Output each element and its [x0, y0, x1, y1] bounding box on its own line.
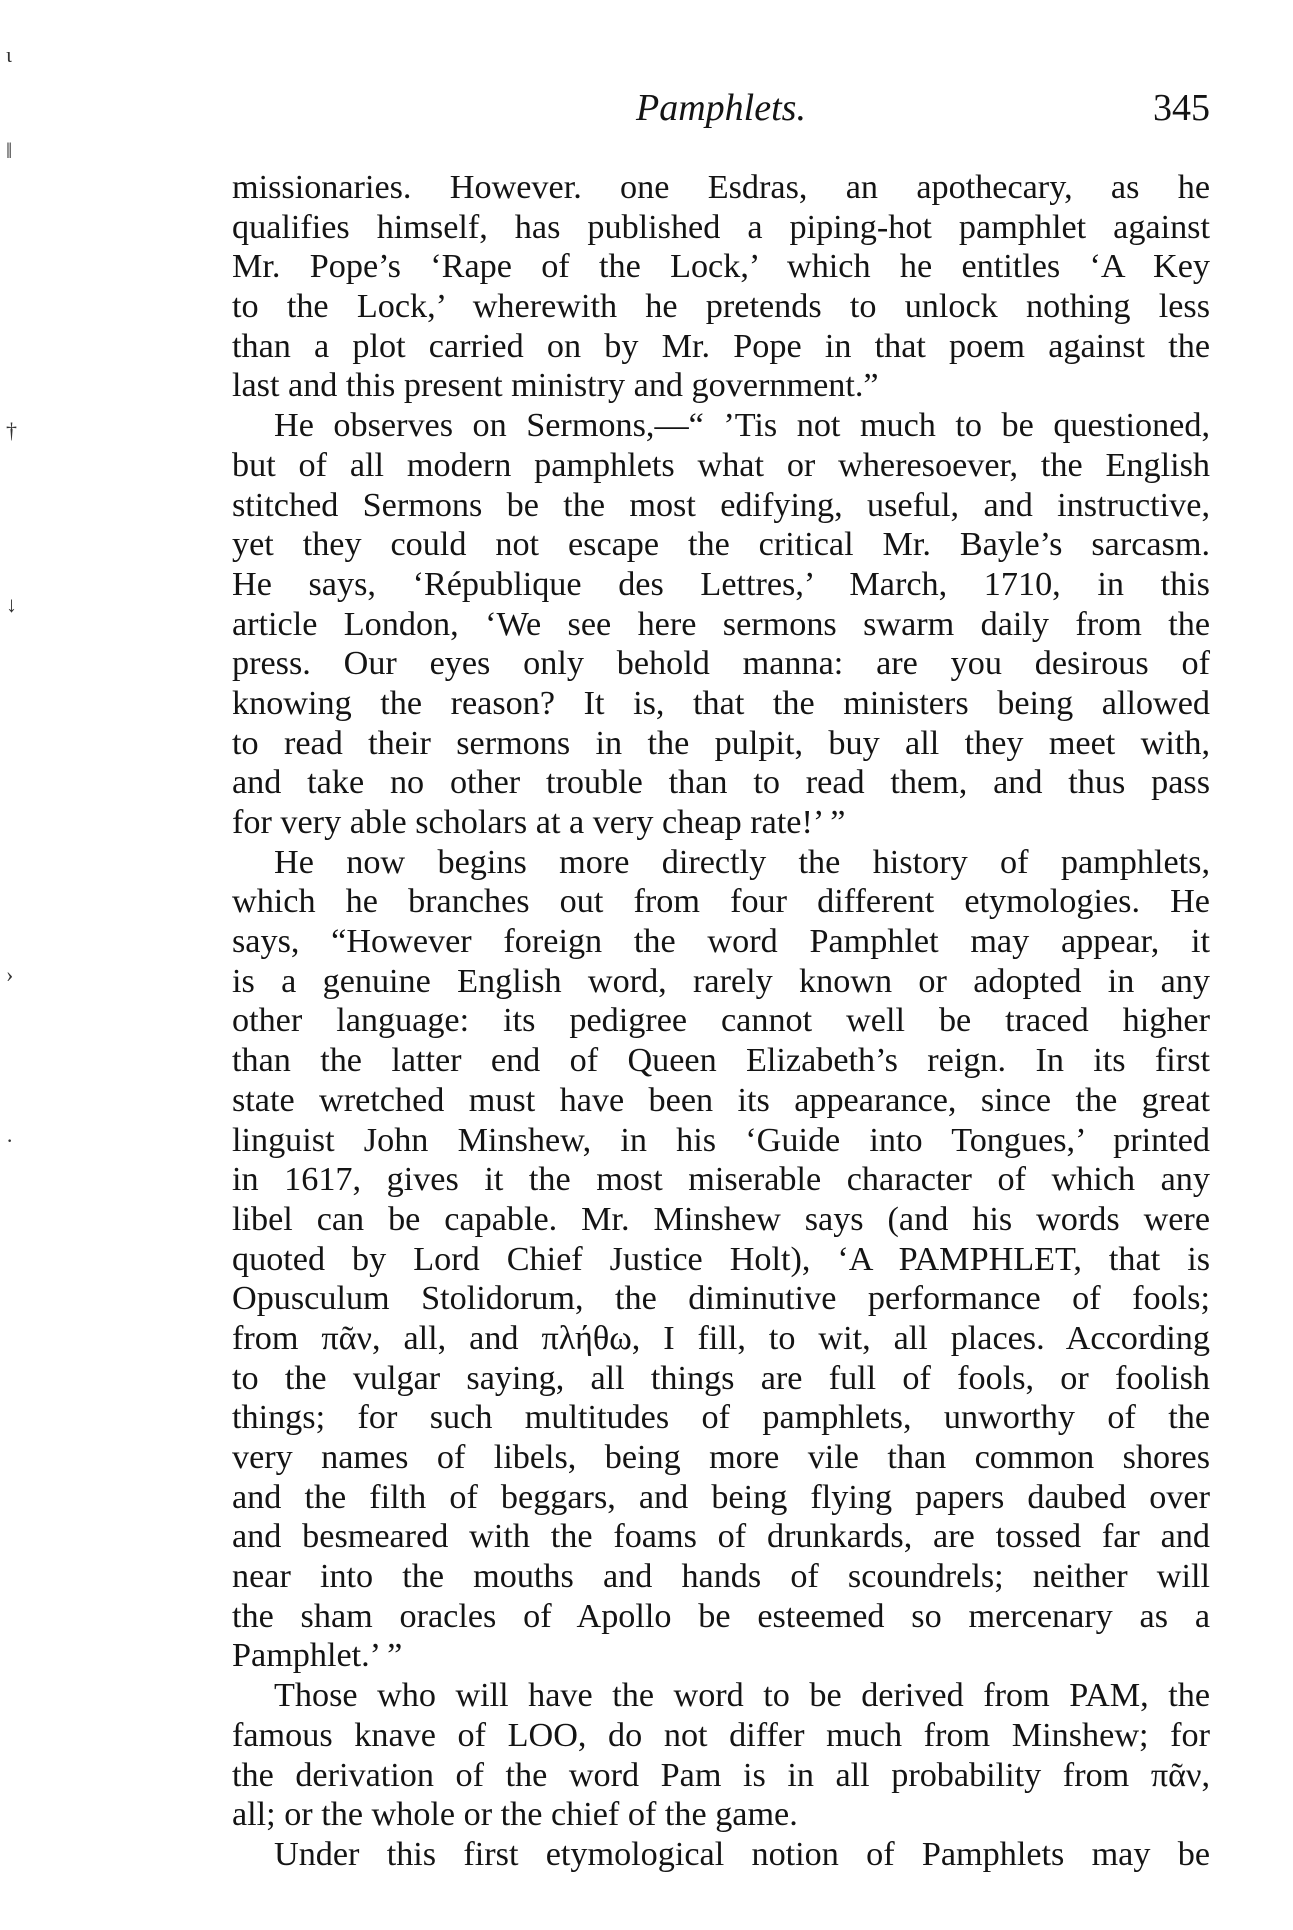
text-line: He says, ‘République des Lettres,’ March, 1710, in this [232, 565, 1210, 603]
text-line: to read their sermons in the pulpit, buy all they meet with, [232, 724, 1210, 762]
text-line: famous knave of LOO, do not differ much from Minshew; for [232, 1716, 1210, 1754]
text-line: to the Lock,’ wherewith he pretends to unlock nothing less [232, 288, 1210, 326]
text-line: missionaries. However. one Esdras, an apothecary, as he [232, 169, 1210, 206]
text-line: and the filth of beggars, and being flying papers daubed over [232, 1478, 1210, 1516]
text-line: linguist John Minshew, in his ‘Guide into Tongues,’ printed [232, 1121, 1210, 1159]
text-line: to the vulgar saying, all things are full of fools, or foolish [232, 1359, 1210, 1397]
margin-mark: ‖ [6, 138, 13, 163]
text-line: from πᾶν, all, and πλήθω, I fill, to wit, all places. According [232, 1319, 1210, 1357]
body-text [232, 168, 1210, 1875]
text-line: the derivation of the word Pam is in all probability from πᾶν, [232, 1756, 1210, 1794]
text-line: quoted by Lord Chief Justice Holt), ‘A PAMPHLET, that is [232, 1240, 1210, 1278]
text-line: things; for such multitudes of pamphlets, unworthy of the [232, 1399, 1210, 1437]
margin-mark: · [6, 1128, 14, 1153]
text-line: stitched Sermons be the most edifying, useful, and instructive, [232, 486, 1210, 524]
text-line: state wretched must have been its appearance, since the great [232, 1081, 1210, 1119]
text-line: which he branches out from four different etymologies. He [232, 883, 1210, 921]
text-line: Opusculum Stolidorum, the diminutive performance of fools; [232, 1280, 1210, 1318]
page-number: 345 [1153, 87, 1210, 129]
text-line: but of all modern pamphlets what or wheresoever, the English [232, 446, 1210, 484]
margin-mark: † [6, 418, 17, 443]
text-line: and take no other trouble than to read them, and thus pass [232, 764, 1210, 802]
text-line: than a plot carried on by Mr. Pope in that poem against the [232, 327, 1210, 365]
text-line: for very able scholars at a very cheap rate!’ ” [232, 804, 846, 841]
text-line: He observes on Sermons,—“ ’Tis not much to be questioned, [274, 407, 1210, 445]
text-line: libel can be capable. Mr. Minshew says (and his words were [232, 1200, 1210, 1238]
running-title: Pamphlets. [636, 87, 806, 129]
text-line: article London, ‘We see here sermons swarm daily from the [232, 605, 1210, 643]
margin-mark: ɩ [6, 42, 12, 67]
text-line: is a genuine English word, rarely known or adopted in any [232, 962, 1210, 1000]
text-line: very names of libels, being more vile than common shores [232, 1439, 1210, 1476]
text-line: in 1617, gives it the most miserable character of which any [232, 1161, 1210, 1199]
margin-mark: › [6, 962, 14, 987]
text-line: press. Our eyes only behold manna: are you desirous of [232, 645, 1210, 683]
text-line: qualifies himself, has published a piping-hot pamphlet against [232, 208, 1210, 246]
text-line: Under this first etymological notion of Pamphlets may be [274, 1835, 1210, 1873]
text-line: near into the mouths and hands of scoundrels; neither will [232, 1558, 1210, 1596]
text-line: Pamphlet.’ ” [232, 1637, 403, 1675]
text-line: last and this present ministry and government.” [232, 367, 879, 405]
text-line: yet they could not escape the critical Mr. Bayle’s sarcasm. [232, 526, 1210, 564]
running-header [232, 78, 1210, 138]
text-line: He now begins more directly the history of pamphlets, [274, 843, 1210, 881]
text-line: Mr. Pope’s ‘Rape of the Lock,’ which he entitles ‘A Key [232, 248, 1210, 286]
text-line: and besmeared with the foams of drunkards, are tossed far and [232, 1518, 1210, 1556]
text-line: knowing the reason? It is, that the ministers being allowed [232, 684, 1210, 722]
text-line: Those who will have the word to be derived from PAM, the [274, 1677, 1210, 1715]
text-line: other language: its pedigree cannot well be traced higher [232, 1002, 1210, 1040]
margin-mark: ↓ [6, 592, 17, 617]
text-line: than the latter end of Queen Elizabeth’s reign. In its first [232, 1042, 1210, 1080]
text-line: the sham oracles of Apollo be esteemed so mercenary as a [232, 1597, 1210, 1635]
text-line: all; or the whole or the chief of the game. [232, 1796, 798, 1834]
text-line: says, “However foreign the word Pamphlet may appear, it [232, 923, 1210, 961]
